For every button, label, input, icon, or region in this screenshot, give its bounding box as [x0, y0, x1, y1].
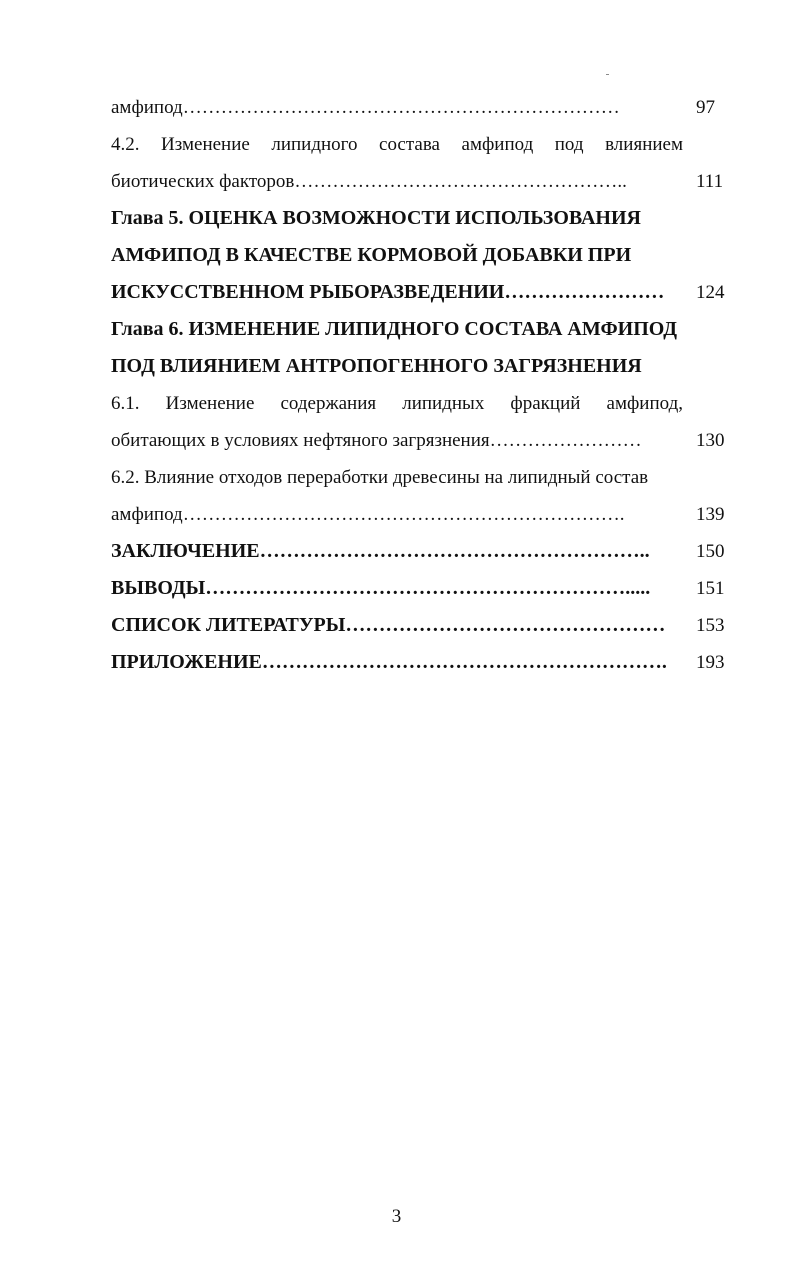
- toc-row: [111, 385, 731, 422]
- toc-row: [111, 89, 731, 126]
- toc-section-title: ЗАКЛЮЧЕНИЕ…………………………………………………..: [111, 540, 650, 562]
- table-of-contents: [111, 89, 731, 681]
- toc-row: [111, 311, 731, 348]
- toc-entry-page: 150: [696, 541, 725, 562]
- toc-entry-title: биотических факторов……………………………………………..: [111, 171, 627, 192]
- toc-row: [111, 422, 731, 459]
- toc-chapter-title: Глава 6. ИЗМЕНЕНИЕ ЛИПИДНОГО СОСТАВА АМФИПОД: [111, 318, 678, 340]
- toc-row: [111, 533, 731, 570]
- toc-row: [111, 644, 731, 681]
- toc-row: [111, 348, 731, 385]
- toc-entry-page: 153: [696, 615, 725, 636]
- toc-entry-title: обитающих в условиях нефтяного загрязнения……………………: [111, 430, 642, 451]
- toc-chapter-title: АМФИПОД В КАЧЕСТВЕ КОРМОВОЙ ДОБАВКИ ПРИ: [111, 244, 632, 266]
- toc-section-title: ПРИЛОЖЕНИЕ…………………………………………………….: [111, 651, 667, 673]
- toc-row: [111, 237, 731, 274]
- toc-row: [111, 607, 731, 644]
- toc-chapter-title: ИСКУССТВЕННОМ РЫБОРАЗВЕДЕНИИ……………………: [111, 281, 665, 303]
- toc-chapter-title: Глава 5. ОЦЕНКА ВОЗМОЖНОСТИ ИСПОЛЬЗОВАНИЯ: [111, 207, 641, 229]
- toc-entry-page: 97: [696, 97, 715, 118]
- scan-speck: [606, 74, 609, 75]
- toc-row: [111, 200, 731, 237]
- toc-row: [111, 459, 731, 496]
- toc-chapter-title: ПОД ВЛИЯНИЕМ АНТРОПОГЕННОГО ЗАГРЯЗНЕНИЯ: [111, 355, 642, 377]
- toc-row: [111, 570, 731, 607]
- toc-entry-title: амфипод……………………………………………………………: [111, 97, 620, 118]
- toc-entry-page: 151: [696, 578, 725, 599]
- toc-entry-title: 6.2. Влияние отходов переработки древесины на липидный состав: [111, 467, 649, 488]
- toc-section-title: СПИСОК ЛИТЕРАТУРЫ…………………………………………: [111, 614, 666, 636]
- toc-row: [111, 274, 731, 311]
- toc-entry-title: амфипод…………………………………………………………….: [111, 504, 625, 525]
- toc-entry-page: 124: [696, 282, 725, 303]
- toc-section-title: ВЫВОДЫ……………………………………………………….....: [111, 577, 651, 599]
- toc-row: [111, 126, 731, 163]
- page-number: 3: [391, 1206, 402, 1227]
- toc-entry-page: 130: [696, 430, 725, 451]
- toc-row: [111, 163, 731, 200]
- toc-row: [111, 496, 731, 533]
- toc-entry-title: 6.1. Изменение содержания липидных фракций амфипод,: [111, 393, 683, 414]
- toc-entry-page: 111: [696, 171, 724, 192]
- toc-entry-title: 4.2. Изменение липидного состава амфипод под влиянием: [111, 134, 683, 155]
- toc-entry-page: 193: [696, 652, 725, 673]
- toc-entry-page: 139: [696, 504, 725, 525]
